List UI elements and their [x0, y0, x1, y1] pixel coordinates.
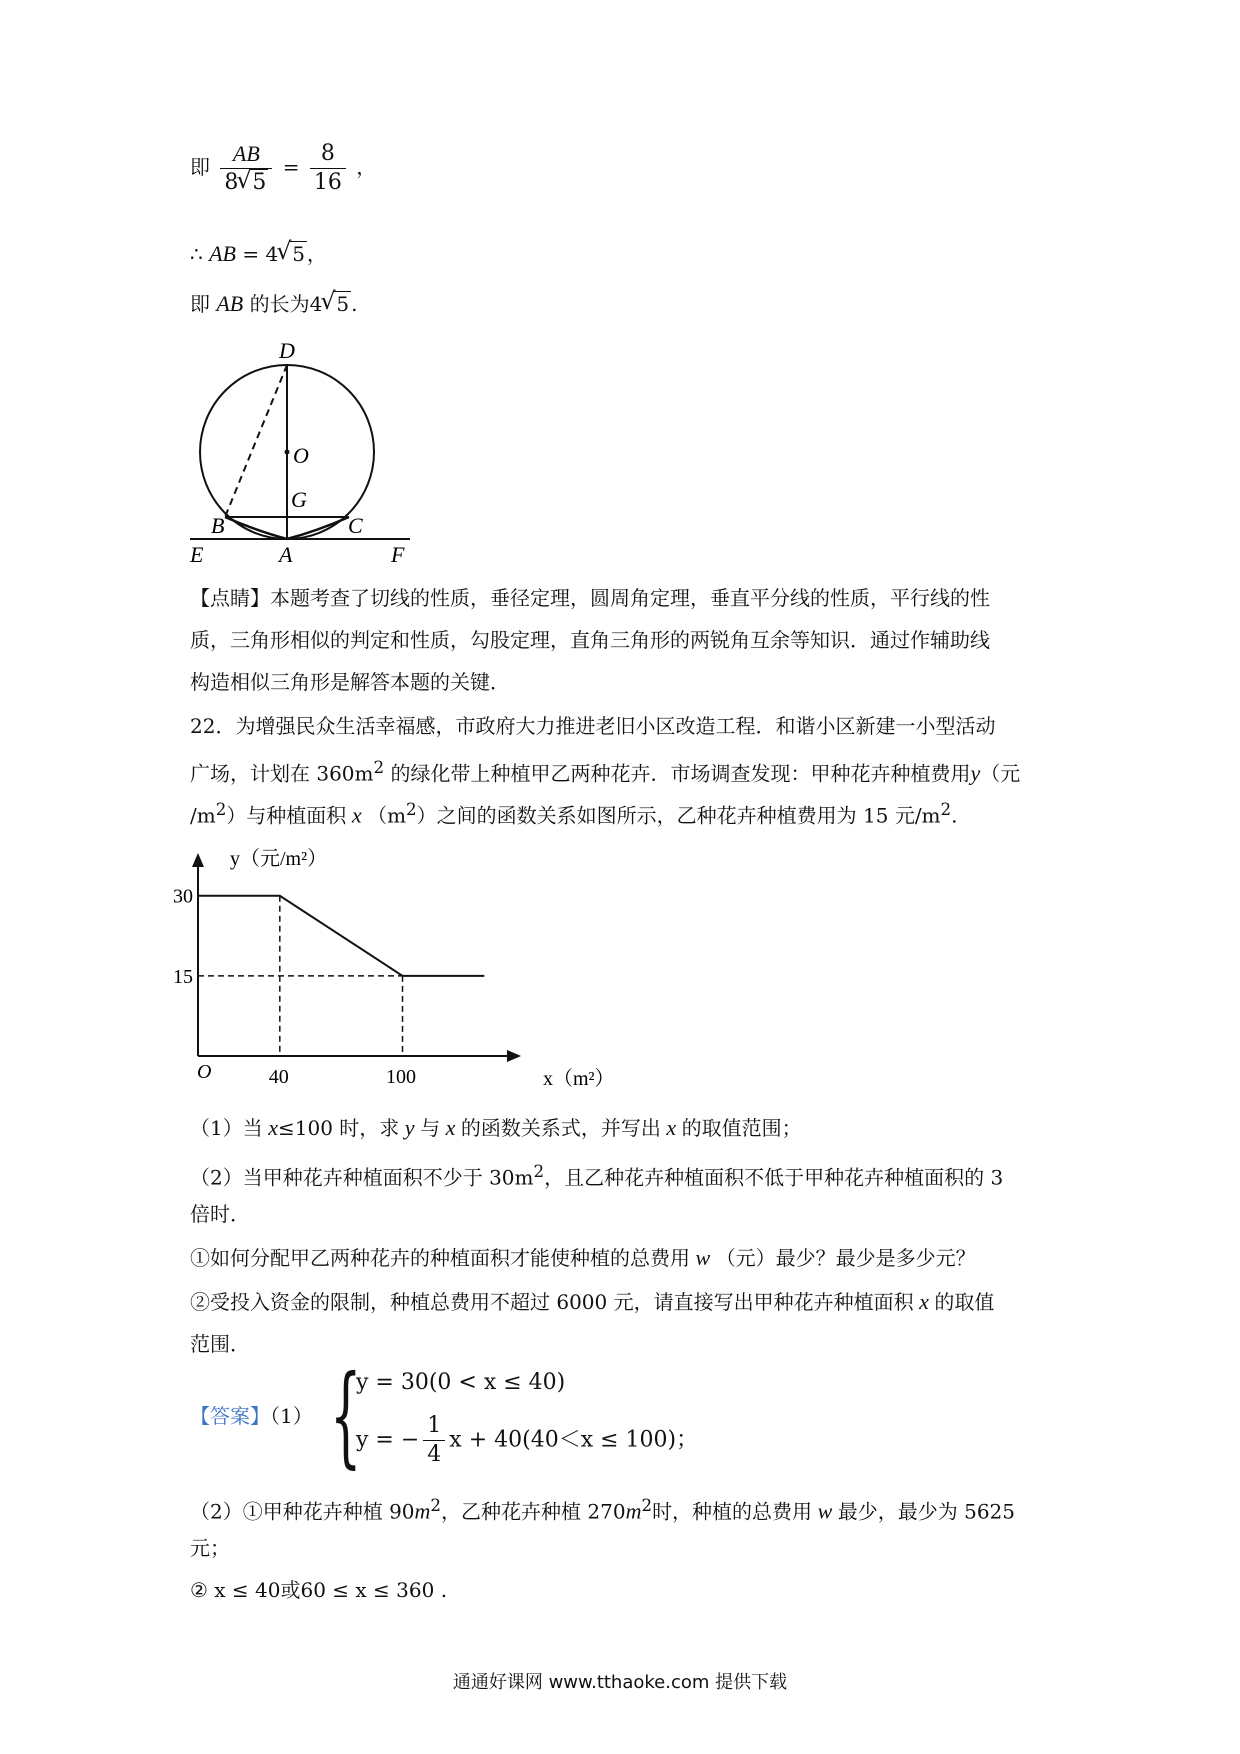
label-f: F	[391, 542, 405, 567]
label-d: D	[279, 338, 295, 363]
center-dot	[285, 450, 290, 455]
x-tick-label-40: 40	[268, 1066, 289, 1088]
label-b: B	[211, 513, 225, 538]
chart-axes	[192, 853, 521, 1062]
x-tick-label-100: 100	[386, 1066, 417, 1088]
chart-x-axis-label: x（m²）	[543, 1068, 615, 1090]
subq-2-part-2: ②受投入资金的限制，种植总费用不超过 6000 元，请直接写出甲种花卉种植面积 x 的取值	[190, 1289, 995, 1314]
label-g: G	[291, 487, 307, 512]
dianjing-line-3: 构造相似三角形是解答本题的关键．	[190, 670, 510, 694]
subq-2-line-1: （2）当甲种花卉种植面积不少于 $30m^2$，且乙种花卉种植面积不低于甲种花卉种植面积的 3	[190, 1162, 1004, 1190]
q22-line-2: 广场，计划在 $360m^2$ 的绿化带上种植甲乙两种花卉．市场调查发现：甲种花卉种植费用y（元	[190, 758, 1021, 786]
arc-ba	[225, 517, 287, 539]
chart-origin-label: O	[197, 1061, 212, 1083]
equation-ab-value: ∴ AB = 4√ 5 ，	[190, 240, 327, 268]
label-a: A	[279, 542, 293, 567]
conclusion-ab-length: 即 AB 的长为4√ 5 .	[190, 290, 357, 318]
y-tick-label-15: 15	[173, 965, 193, 988]
arc-ca	[287, 517, 349, 539]
dianjing-line-1: 【点睛】本题考查了切线的性质，垂径定理，圆周角定理，垂直平分线的性质，平行线的性	[190, 586, 990, 610]
answer-piecewise-system: { y = 30(0 < x ≤ 40) y = − $\frac{1}{4}$ x + 40(40＜x ≤ 100)；	[330, 1351, 699, 1479]
label-o: O	[293, 443, 309, 468]
answer-part-2-2: ② x ≤ 40或60 ≤ x ≤ 360 .	[190, 1578, 448, 1602]
subq-2-part-1: ①如何分配甲乙两种花卉的种植面积才能使种植的总费用 w （元）最少？最少是多少元？	[190, 1245, 976, 1270]
q22-line-1: 22．为增强民众生活幸福感，市政府大力推进老旧小区改造工程．和谐小区新建一小型活动	[190, 714, 996, 738]
text-ji: 即	[190, 155, 210, 179]
chart-series	[198, 896, 484, 976]
dianjing-line-2: 质，三角形相似的判定和性质，勾股定理，直角三角形的两锐角互余等知识．通过作辅助线	[190, 628, 990, 652]
cost-function-chart	[173, 835, 625, 1100]
chart-y-axis-label: y（元/m²）	[230, 848, 328, 870]
answer-part-2-1-line-2: 元；	[190, 1536, 230, 1560]
chart-ticks	[173, 886, 416, 1088]
equation-ratio: 即 $\frac{AB}{8√ 5}$ = $\frac{8}{16}$ ，	[190, 140, 376, 197]
answer-part-1-label: 【答案】（1）	[190, 1404, 313, 1428]
subq-1: （1）当 x≤100 时，求 y 与 x 的函数关系式，并写出 x 的取值范围；	[190, 1115, 802, 1140]
x-axis-arrow	[507, 1050, 521, 1062]
label-e: E	[190, 542, 204, 567]
subq-2-part-2-line-2: 范围．	[190, 1332, 250, 1356]
answer-tag: 【答案】	[190, 1404, 270, 1428]
circle-geometry-figure	[185, 335, 425, 575]
fraction-8-over-16: $\frac{8}{16}$	[310, 140, 346, 197]
y-axis-arrow	[192, 853, 204, 867]
q22-line-3: $/m^2$）与种植面积 x $(m^2)$之间的函数关系如图所示，乙种花卉种植费用为 15 元$/m^2$.	[190, 800, 958, 828]
y-tick-label-30: 30	[173, 885, 193, 908]
left-brace: {	[330, 1351, 362, 1479]
chart-guides	[198, 896, 403, 1056]
subq-2-line-2: 倍时．	[190, 1202, 250, 1226]
dianjing-tag: 【点睛】	[190, 586, 270, 610]
answer-part-2-1: （2）①甲种花卉种植 $90m^2$，乙种花卉种植 $270m^2$时，种植的总费用 w 最少，最少为 5625	[190, 1496, 1016, 1524]
dashed-db	[225, 365, 287, 517]
cost-line	[198, 896, 484, 976]
label-c: C	[348, 513, 363, 538]
page-footer: 通通好课网 www.tthaoke.com 提供下载	[452, 1672, 788, 1693]
fraction-ab-over-8sqrt5: $\frac{AB}{8√ 5}$	[220, 140, 272, 197]
